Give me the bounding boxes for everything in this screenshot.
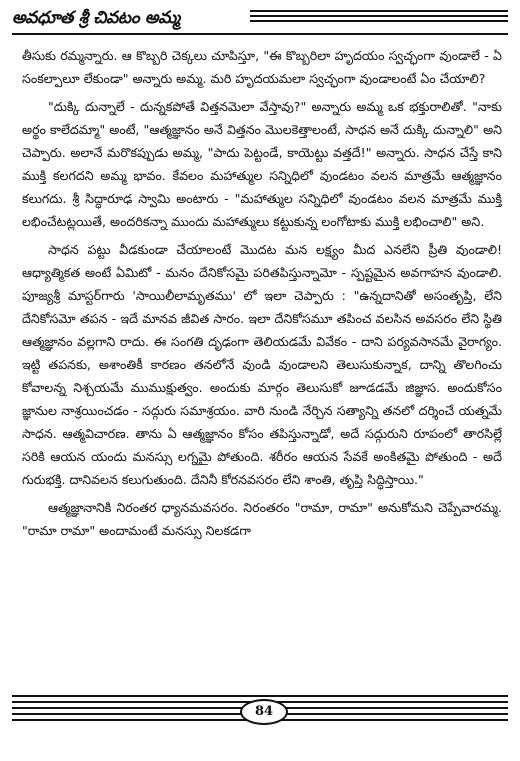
- page-number: 84: [240, 699, 288, 725]
- book-title: అవధూత శ్రీ చివటం అమ్మ: [12, 8, 180, 28]
- body-text: [22, 44, 502, 547]
- header-decorative-rules: [250, 10, 508, 25]
- header-divider: [12, 33, 508, 35]
- paragraph: సాధన పట్టు వీడకుండా చేయాలంటే మొదట మన లక్ష్యం మీద ఎనలేని ప్రీతి వుండాలి! ఆధ్యాత్మికత అంటే ఏమిటో - మనం దేనికోసమై పరితపిస్తున్నామో - స్పష్టమైన అవగాహన వుండాలి. పూజ్యశ్రీ మాస్టర్‌గారు 'సాయిలీలామృతము' లో ఇలా చెప్పారు : "ఉన్నదానితో అసంతృప్తి, లేని దేనికోసమో తపన - ఇదే మానవ జీవిత సారం. ఇలా దేనికోసమూ తపించ వలసిన అవసరం లేని స్థితి ఆత్మజ్ఞానం వల్లగాని రాదు. ఈ సంగతి దృఢంగా తెలియడమే వివేకం - దాని పర్యవసానమే వైరాగ్యం. ఇట్టి తపనకు, అశాంతికీ కారణం తనలోనే వుండి వుండాలని తెలుసుకున్నాక, దాన్ని తొలగించు కోవాలన్న నిశ్చయమే ముముక్షుత్వం. అందుకు మార్గం తెలుసుకో జూడడమే జిజ్ఞాస. అందుకోసం జ్ఞానుల నాశ్రయించడం - సద్గురు సమాశ్రయం. వారి నుండి నేర్చిన సత్యాన్ని తనలో దర్శించే యత్నమే సాధన. ఆత్మవిచారణ. తాను ఏ ఆత్మజ్ఞానం కోసం తపిస్తున్నాడో, అదే సద్గురుని రూపంలో తారసిల్లే సరికి ఆయన యందు మనస్సు లగ్నమై పోతుంది. శరీరం ఆయన సేవకే అంకితమై పోతుంది - అదే గురుభక్తి. దానివలన కలుగుతుంది. దేనినీ కోరనవసరం లేని శాంతి, తృప్తి సిద్ధిస్తాయి.": [22, 242, 502, 487]
- paragraph: తీసుకు రమ్మన్నారు. ఆ కొబ్బరి చెక్కలు చూపిస్తూ, "ఈ కొబ్బరిలా హృదయం స్వచ్ఛంగా వుండాలే - ఏ సంకల్పాలూ లేకుండా" అన్నారు అమ్మ. మరి హృదయమలా స్వచ్ఛంగా వుండాలంటే ఏం చేయాలి?: [22, 48, 502, 86]
- page-footer: [12, 695, 508, 735]
- paragraph: "దుక్కి దున్నాలే - దున్నకపోతే విత్తనమెలా వేస్తావు?" అన్నారు అమ్మ ఒక భక్తురాలితో. "నాకు అర్థం కాలేదమ్మా" అంటే, "ఆత్మజ్ఞానం అనే విత్తనం మొలకెత్తాలంటే, సాధన అనే దుక్కి దున్నాలి" అని చెప్పారు. అలానే మరొకప్పుడు అమ్మ, "పాదు పెట్టండే, కాయెట్టు వత్తదే!" అన్నారు. సాధన చేస్తే కాని ముక్తి కలగదని అమ్మ భావం. కేవలం మహాత్ముల సన్నిధిలో వుండటం వలన మాత్రమే ఆత్మజ్ఞానం కలుగదు. శ్రీ సిద్ధారూఢ స్వామి అంటారు - "మహాత్ముల సన్నిధిలో వుండటం వలన మాత్రమే ముక్తి లభించేటట్లయితే, అందరికన్నా ముందు మహాత్ములు కట్టుకున్న లంగోటాకు ముక్తి లభించాలి" అని.: [22, 99, 502, 229]
- running-header: [12, 6, 508, 40]
- paragraph: ఆత్మజ్ఞానానికి నిరంతర ధ్యానమవసరం. నిరంతరం "రామా, రామా" అనుకోమని చెప్పేవారమ్మ. "రామా రామా" అందామంటే మనస్సు నిలకడగా: [22, 500, 502, 538]
